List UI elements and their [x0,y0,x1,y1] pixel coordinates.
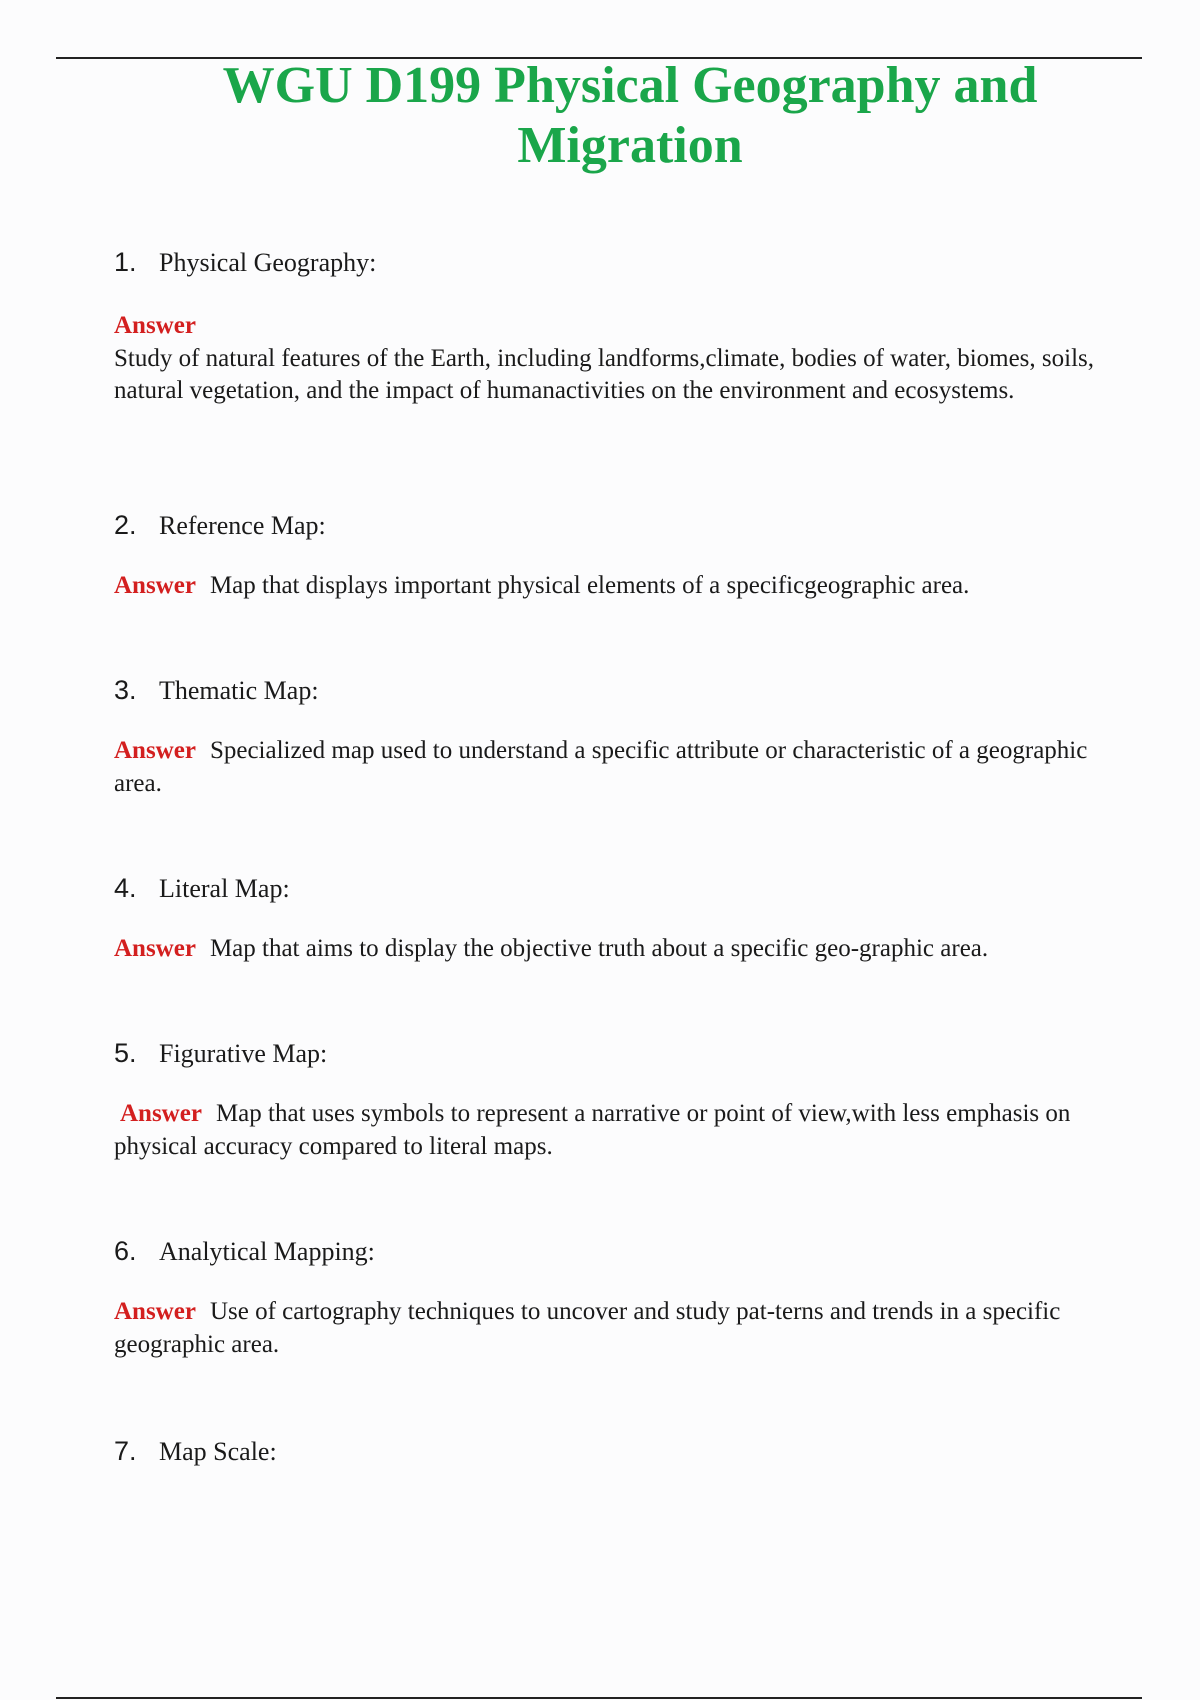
answer-label: Answer [114,737,196,764]
qa-item-5 [114,1038,1134,1163]
question-6 [114,1236,1134,1266]
question-text: Thematic Map: [159,676,319,705]
qa-item-1 [114,247,1134,408]
question-text: Physical Geography: [159,248,377,277]
answer-text: Map that aims to display the objective truth about a specific geo-graphic area. [209,935,989,962]
qa-item-4 [114,873,1134,966]
question-number: 7. [114,1436,137,1466]
qa-item-6 [114,1236,1134,1361]
question-1 [114,247,1134,277]
answer-label: Answer [114,572,196,599]
document-title [0,56,1200,176]
question-text: Literal Map: [159,874,290,903]
answer-4 [114,933,1134,966]
question-number: 3. [114,675,137,705]
answer-label: Answer [120,1100,202,1127]
title-line-2: Migration [517,117,743,174]
answer-label: Answer [114,312,196,339]
question-number: 2. [114,510,137,540]
answer-text: Use of cartography techniques to uncover and study pat-terns and trends in a specific geographic area. [114,1298,1061,1358]
question-number: 5. [114,1038,137,1068]
question-number: 6. [114,1236,137,1266]
answer-text: Study of natural features of the Earth, including landforms,climate, bodies of water, biomes, soils, natural vegetation, and the impact of humanactivities on the environment and ecosystems. [114,344,1095,404]
question-number: 1. [114,247,137,277]
question-3 [114,675,1134,705]
question-text: Analytical Mapping: [159,1237,375,1266]
title-line-1: WGU D199 Physical Geography and [222,57,1038,114]
answer-2 [114,570,1134,603]
question-7 [114,1436,1134,1466]
answer-text: Map that uses symbols to represent a narrative or point of view,with less emphasis on physical accuracy compared to literal maps. [114,1100,1071,1160]
answer-3 [114,735,1134,800]
question-text: Figurative Map: [159,1039,328,1068]
answer-5 [114,1098,1134,1163]
answer-label: Answer [114,935,196,962]
question-text: Reference Map: [159,511,326,540]
qa-item-3 [114,675,1134,800]
question-5 [114,1038,1134,1068]
bottom-rule [56,1697,1142,1699]
qa-item-2 [114,510,1134,603]
qa-item-7 [114,1436,1134,1466]
question-text: Map Scale: [159,1437,277,1466]
question-2 [114,510,1134,540]
answer-label: Answer [114,1298,196,1325]
answer-text: Specialized map used to understand a specific attribute or characteristic of a geographic area. [114,737,1088,797]
question-4 [114,873,1134,903]
answer-6 [114,1296,1134,1361]
answer-text: Map that displays important physical elements of a specificgeographic area. [209,572,970,599]
question-number: 4. [114,873,137,903]
answer-1 [114,310,1134,408]
